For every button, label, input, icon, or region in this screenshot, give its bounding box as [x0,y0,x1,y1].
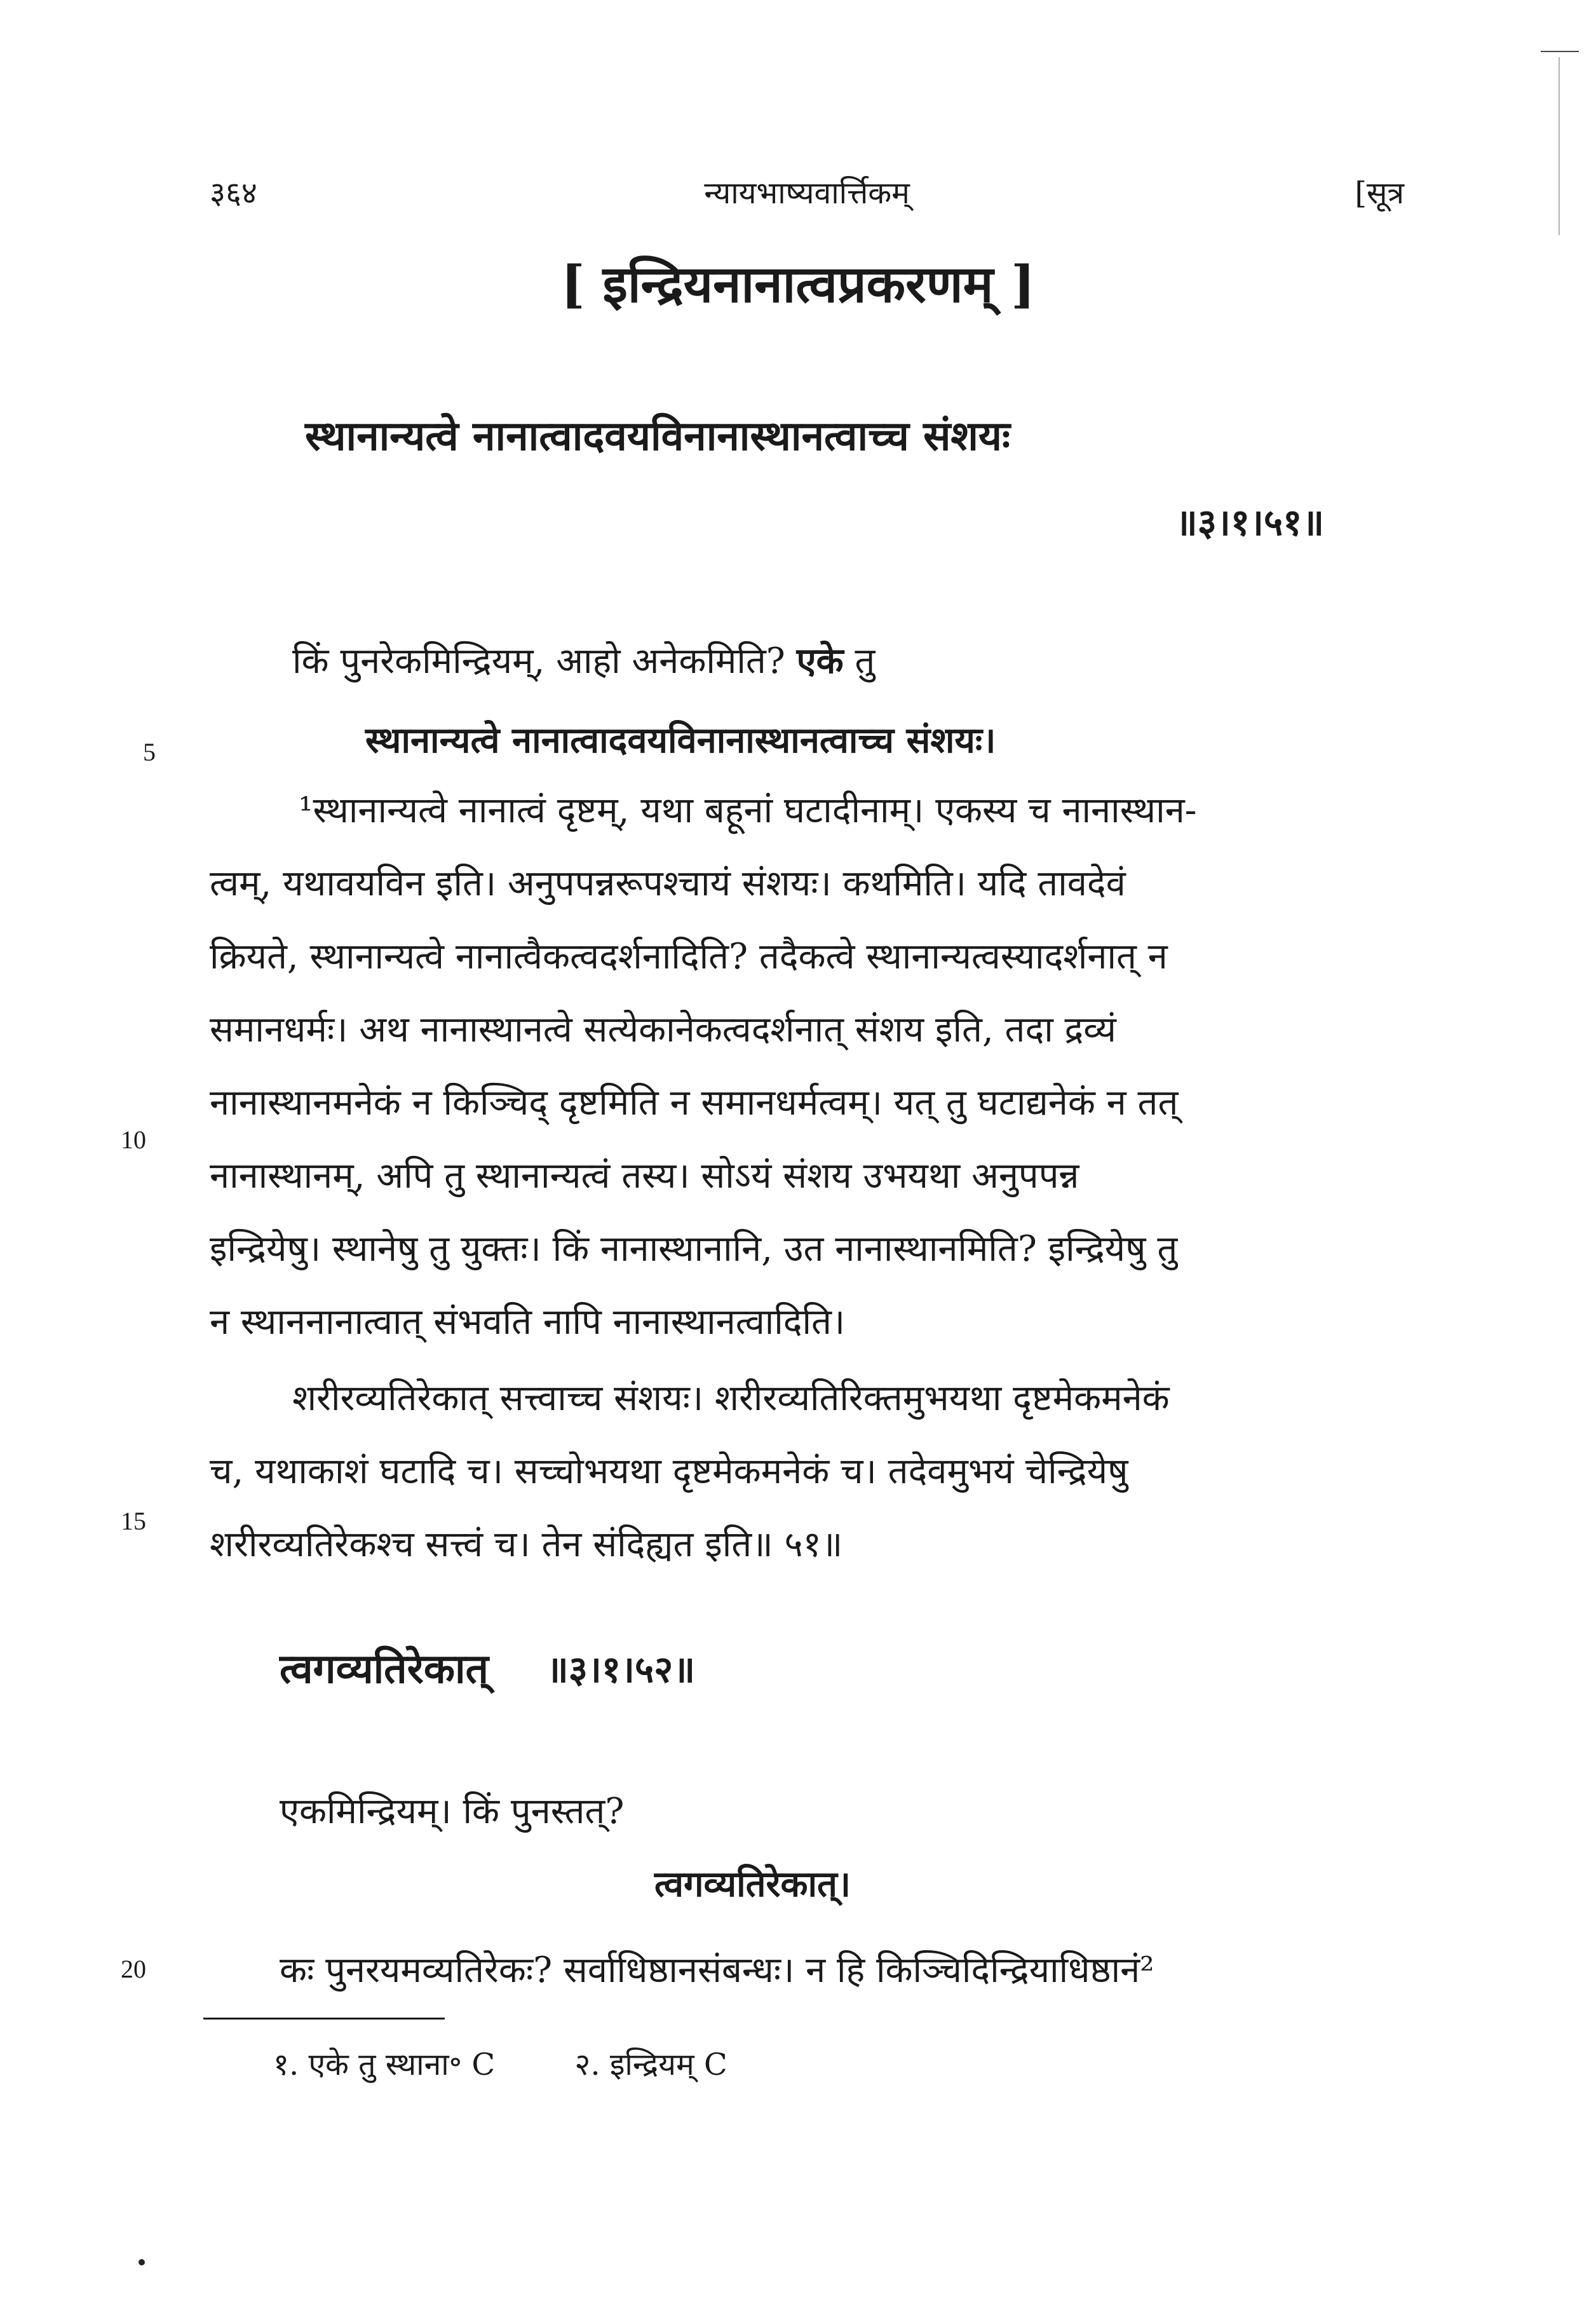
text-line-8: नानास्थानम्, अपि तु स्थानान्यत्वं तस्य। सोऽयं संशय उभयथा अनुपपन्न [210,1155,1079,1197]
line-number-15: 15 [121,1507,146,1535]
footnote-1: १. एके तु स्थाना॰ C [273,2047,496,2082]
sutra-52-text: त्वगव्यतिरेकात् [280,1645,489,1693]
footnote-2: २. इन्द्रियम् C [574,2047,727,2082]
text-line-7: नानास्थानमनेकं न किञ्चिद् दृष्टमिति न समानधर्मत्वम्। यत् तु घटाद्यनेकं न तत् [210,1082,1179,1124]
section-heading: [ इन्द्रियनानात्वप्रकरणम् ] [560,254,1036,314]
footnotes [273,2043,797,2084]
text-line-4: त्वम्, यथावयविन इति। अनुपपन्नरूपश्चायं संशयः। कथमिति। यदि तावदेवं [210,863,1126,904]
text-line-1 [292,635,875,684]
text-line-1-bold: एके [796,640,844,682]
text-line-12: च, यथाकाशं घटादि च। सच्चोभयथा दृष्टमेकमनेकं च। तदेवमुभयं चेन्द्रियेषु [210,1451,1128,1492]
text-line-10: न स्थाननानात्वात् संभवति नापि नानास्थानत्वादिति। [210,1301,846,1343]
sutra-52-repeat: त्वगव्यतिरेकात्। [654,1863,851,1905]
line-number-10: 10 [121,1125,146,1154]
text-line-3: ¹स्थानान्यत्वे नानात्वं दृष्टम्, यथा बहूनां घटादीनाम्। एकस्य च नानास्थान- [299,790,1197,831]
text-line-6: समानधर्मः। अथ नानास्थानत्वे सत्येकानेकत्वदर्शनात् संशय इति, तदा द्रव्यं [210,1009,1116,1050]
scan-speck [139,2259,145,2265]
running-head-right: [सूत्र [1355,175,1404,211]
sutra-51-number: ॥३।१।५१॥ [1175,501,1325,544]
book-title: न्यायभाष्यवार्त्तिकम् [704,175,910,211]
text-line-16: कः पुनरयमव्यतिरेकः? सर्वाधिष्ठानसंबन्धः। न हि किञ्चिदिन्द्रियाधिष्ठानं² [280,1950,1154,1991]
text-line-13: शरीरव्यतिरेकश्च सत्त्वं च। तेन संदिह्यत इति॥ ५१॥ [210,1524,843,1565]
text-line-1b: तु [843,641,876,682]
line-number-5: 5 [143,738,156,766]
sutra-51-repeat: स्थानान्यत्वे नानात्वादवयविनानास्थानत्वाच्च संशयः। [365,719,996,761]
page-number: ३६४ [210,175,257,211]
scan-edge-mark [1541,51,1579,52]
sutra-51-text: स्थानान्यत्वे नानात्वादवयविनानास्थानत्वाच्च संशयः [305,412,1010,460]
text-line-9: इन्द्रियेषु। स्थानेषु तु युक्तः। किं नानास्थानानि, उत नानास्थानमिति? इन्द्रियेषु तु [210,1228,1178,1270]
line-number-20: 20 [121,1955,146,1983]
text-line-5: क्रियते, स्थानान्यत्वे नानात्वैकत्वदर्शनादिति? तदैकत्वे स्थानान्यत्वस्यादर्शनात् न [210,936,1168,977]
footnote-rule [203,2018,445,2020]
text-line-11: शरीरव्यतिरेकात् सत्त्वाच्च संशयः। शरीरव्यतिरिक्तमुभयथा दृष्टमेकमनेकं [292,1378,1170,1419]
text-line-14: एकमिन्द्रियम्। किं पुनस्तत्? [280,1791,625,1832]
sutra-52-number: ॥३।१।५२॥ [546,1648,696,1691]
text-line-1a: किं पुनरेकमिन्द्रियम्, आहो अनेकमिति? [292,641,797,682]
running-head [210,172,1404,210]
